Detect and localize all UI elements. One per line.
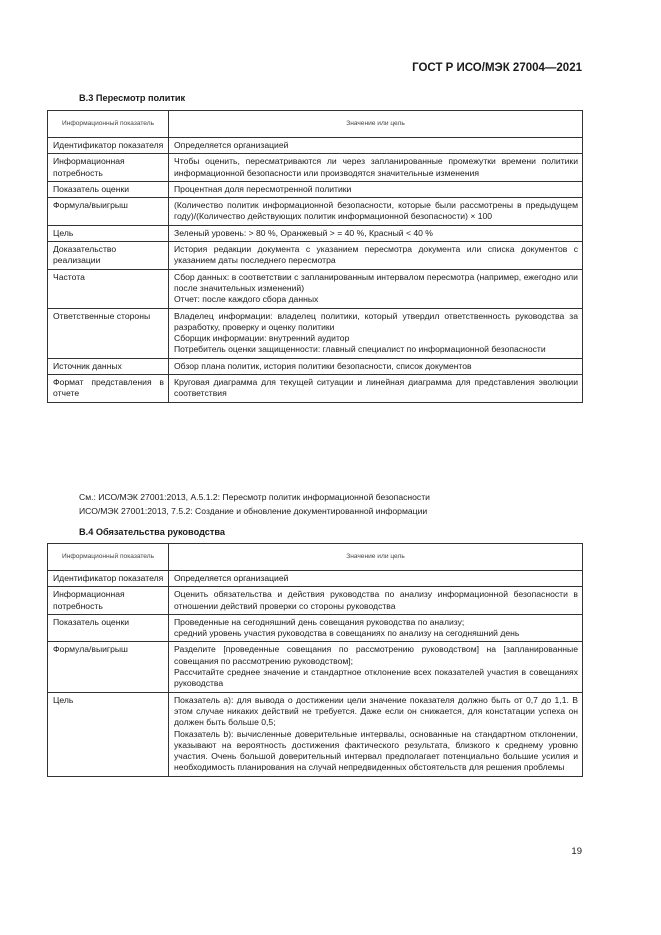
indicator-table-b3 [47,110,583,403]
row-value: Сбор данных: в соответствии с запланированным интервалом пересмотра (например, ежегодно или после значительных изменений) Отчет: после каждого сбора данных [169,269,583,308]
table-header-row [48,111,583,138]
table-row [48,269,583,308]
table-row [48,375,583,403]
table-row [48,198,583,226]
col-header-value: Значение или цель [169,111,583,138]
reference-line: ИСО/МЭК 27001:2013, 7.5.2: Создание и обновление документированной информации [79,505,428,516]
row-value: Владелец информации: владелец политики, который утвердил ответственность руководства за разработку, проверку и оценку политики Сборщик информации: внутренний аудитор Потребитель оценки защищенности: главный специалист по информационной безопасности [169,308,583,358]
row-label: Идентификатор показателя [48,138,169,154]
table-row [48,587,583,615]
row-value: Определяется организацией [169,571,583,587]
table-row [48,242,583,270]
row-value: История редакции документа с указанием пересмотра документа или списка документов с указанием даты последнего пересмотра [169,242,583,270]
document-header: ГОСТ Р ИСО/МЭК 27004—2021 [412,62,582,74]
row-label: Цель [48,225,169,241]
row-label: Информационная потребность [48,154,169,182]
row-value: Определяется организацией [169,138,583,154]
row-value: Круговая диаграмма для текущей ситуации и линейная диаграмма для представления эволюции соответствия [169,375,583,403]
col-header-indicator: Информационный показатель [48,544,169,571]
row-label: Показатель оценки [48,181,169,197]
row-label: Ответственные стороны [48,308,169,358]
table-header-row [48,544,583,571]
indicator-table-b4 [47,543,583,777]
table-row [48,138,583,154]
table-row [48,181,583,197]
row-label: Частота [48,269,169,308]
section-title-b4: В.4 Обязательства руководства [79,527,226,537]
row-label: Цель [48,692,169,776]
table-row [48,308,583,358]
row-label: Идентификатор показателя [48,571,169,587]
page-number: 19 [571,846,582,857]
row-label: Формула/выигрыш [48,642,169,692]
col-header-value: Значение или цель [169,544,583,571]
row-value: Показатель а): для вывода о достижении цели значение показателя должно быть от 0,7 до 1,1. В этом случае никаких действий не требуется. Даже если он снижается, для констатации успеха он должен быть больше 0,5; Показатель b): вычисленные доверительные интервалы, основанные на стандартном отклонении, указывают на вероятность достижения фактического результата, близкого к среднему уровню участия. Очень большой доверительный интервал предполагает потенциально большие усилия и необходимость планирования на случай непредвиденных обстоятельств для решения проблемы [169,692,583,776]
row-value: Зеленый уровень: > 80 %, Оранжевый > = 40 %, Красный < 40 % [169,225,583,241]
row-value: Обзор плана политик, история политики безопасности, список документов [169,358,583,374]
row-label: Источник данных [48,358,169,374]
row-label: Информационная потребность [48,587,169,615]
references [79,491,430,518]
row-value: (Количество политик информационной безопасности, которые были рассмотрены в предыдущем году)/(Количество действующих политик информационной безопасности) × 100 [169,198,583,226]
table-row [48,642,583,692]
section-title-b3: В.3 Пересмотр политик [79,93,186,103]
row-label: Показатель оценки [48,614,169,642]
row-value: Оценить обязательства и действия руководства по анализу информационной безопасности в отношении действий проверки со стороны руководства [169,587,583,615]
row-label: Доказательство реализации [48,242,169,270]
table-row [48,358,583,374]
table-row [48,614,583,642]
table-row [48,692,583,776]
reference-line: См.: ИСО/МЭК 27001:2013, А.5.1.2: Пересмотр политик информационной безопасности [79,492,430,502]
row-value: Чтобы оценить, пересматриваются ли через запланированные промежутки времени политики информационной безопасности или производятся значительные изменения [169,154,583,182]
col-header-indicator: Информационный показатель [48,111,169,138]
row-value: Разделите [проведенные совещания по рассмотрению руководством] на [запланированные совещания по рассмотрению руководством]; Рассчитайте среднее значение и стандартное отклонение всех показателей участия в совещаниях руководства [169,642,583,692]
table-row [48,154,583,182]
row-label: Формула/выигрыш [48,198,169,226]
table-row [48,225,583,241]
row-value: Проведенные на сегодняшний день совещания руководства по анализу; средний уровень участия руководства в совещаниях по анализу на сегодняшний день [169,614,583,642]
row-value: Процентная доля пересмотренной политики [169,181,583,197]
table-row [48,571,583,587]
row-label: Формат представления в отчете [48,375,169,403]
